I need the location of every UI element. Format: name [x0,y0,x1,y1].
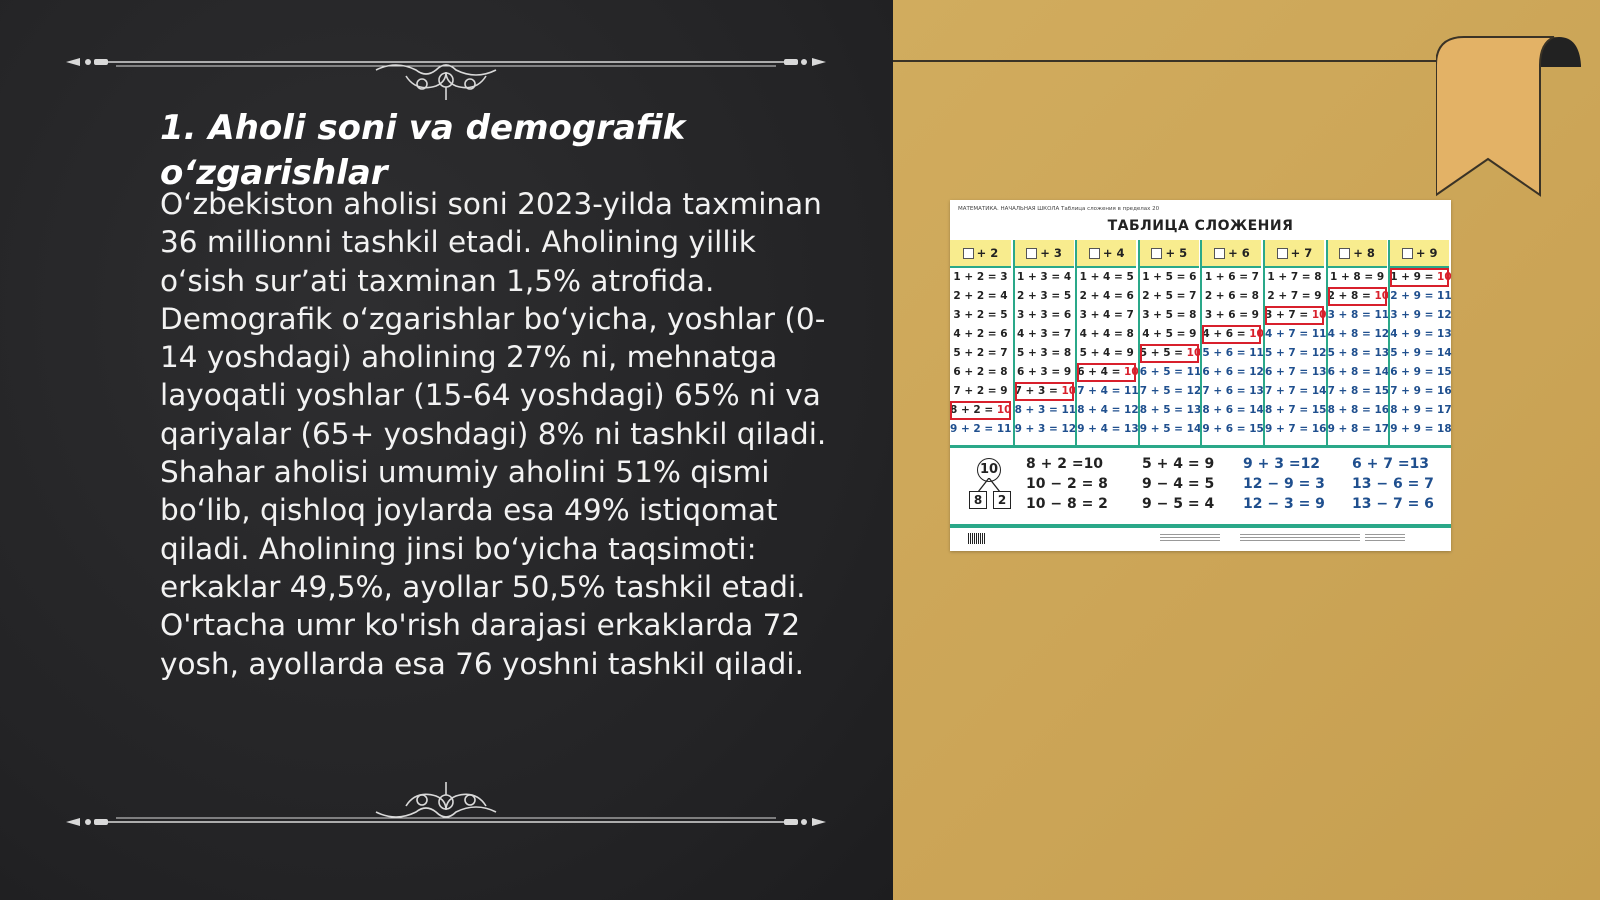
table-cell: 1 + 6 = 7 [1204,271,1259,283]
table-cell: 5 + 6 = 11 [1202,347,1264,359]
column-header [1328,240,1387,268]
table-cell: 4 + 7 = 11 [1265,328,1327,340]
table-column [1263,240,1327,445]
table-cell: 3 + 3 = 6 [1017,309,1072,321]
decomposition-whole: 10 [977,458,1001,482]
table-cell: 3 + 9 = 12 [1390,309,1452,321]
table-cell: 4 + 2 = 6 [953,328,1008,340]
table-cell: 7 + 2 = 9 [953,385,1008,397]
table-cell: 7 + 3 = 10 [1015,382,1074,401]
column-header-label: + 6 [1228,246,1250,260]
table-column [1075,240,1139,445]
table-cell: 7 + 9 = 16 [1390,385,1452,397]
scroll-ornament-icon [66,772,826,832]
table-cell: 6 + 7 = 13 [1265,366,1327,378]
checkbox-square-icon [1089,248,1100,259]
checkbox-square-icon [1214,248,1225,259]
fine-print [1365,534,1405,542]
table-cell: 5 + 9 = 14 [1390,347,1452,359]
column-header [1140,240,1199,268]
decomposition-part-b: 2 [993,491,1011,509]
table-cell: 8 + 5 = 13 [1139,404,1202,416]
table-cell: 5 + 2 = 7 [953,347,1008,359]
barcode-icon [968,533,986,544]
column-header [1390,240,1449,268]
table-cell: 4 + 4 = 8 [1079,328,1134,340]
table-cell: 1 + 2 = 3 [953,271,1008,283]
table-cell: 3 + 6 = 9 [1204,309,1259,321]
table-cell: 1 + 7 = 8 [1267,271,1322,283]
addition-grid [950,240,1451,445]
table-column [1013,240,1077,445]
table-cell: 9 + 2 = 11 [950,423,1012,435]
table-footer-bar [950,524,1451,528]
table-column [1326,240,1390,445]
table-cell: 2 + 9 = 11 [1390,290,1452,302]
column-header-label: + 4 [1102,246,1125,260]
table-cell: 8 + 7 = 15 [1265,404,1327,416]
slide-body-text: O‘zbekiston aholisi soni 2023-yilda taxminan 36 millionni tashkil etadi. Aholining yillik o‘sish sur’ati taxminan 1,5% atrofida. Demografik o‘zgarishlar bo‘yicha, yoshlar (0-14 yoshdagi) aholining 27% ni, mehnatga layoqatli yoshlar (15-64 yoshdagi) 65% ni va qariyalar (65+ yoshdagi) 8% ni tashkil qiladi. Shahar aholisi umumiy aholini 51% qismi bo‘lib, qishloq joylarda esa 49% istiqomat qiladi. Aholining jinsi bo‘yicha taqsimoti: erkaklar 49,5%, ayollar 50,5% tashkil etadi. O'rtacha umr ko'rish darajasi erkaklarda 72 yosh, ayollarda esa 76 yoshni tashkil qiladi. [160,187,827,681]
table-caption-small: МАТЕМАТИКА. НАЧАЛЬНАЯ ШКОЛА Таблица сложения в пределах 20 [958,206,1160,212]
column-header-label: + 8 [1353,246,1375,260]
table-cell: 5 + 5 = 10 [1140,344,1199,363]
table-cell: 2 + 2 = 4 [953,290,1008,302]
example-equation-group: 9 + 3 =12 12 − 9 = 3 12 − 3 = 9 [1243,456,1325,512]
column-header [950,240,1011,268]
table-cell: 5 + 3 = 8 [1017,347,1072,359]
example-equation-group: 6 + 7 =13 13 − 6 = 7 13 − 7 = 6 [1352,456,1434,512]
table-cell: 9 + 8 = 17 [1327,423,1390,435]
table-cell: 9 + 4 = 13 [1077,423,1139,435]
example-equation-group: 5 + 4 = 9 9 − 4 = 5 9 − 5 = 4 [1142,456,1215,512]
table-cell: 1 + 4 = 5 [1079,271,1134,283]
column-header [1202,240,1261,268]
table-cell: 6 + 2 = 8 [953,366,1008,378]
decomposition-lines [974,478,1004,492]
table-cell: 6 + 8 = 14 [1327,366,1390,378]
table-title: ТАБЛИЦА СЛОЖЕНИЯ [1107,218,1294,234]
table-cell: 1 + 3 = 4 [1017,271,1072,283]
table-cell: 8 + 3 = 11 [1014,404,1077,416]
column-header-label: + 7 [1290,246,1313,260]
table-cell: 8 + 8 = 16 [1327,404,1390,416]
column-header [1015,240,1074,268]
decomposition-part-a: 8 [969,491,987,509]
example-equation-group: 8 + 2 =10 10 − 2 = 8 10 − 8 = 2 [1026,456,1108,512]
bookmark-ribbon-icon [1436,35,1586,200]
addition-table-image [950,200,1451,551]
scroll-ornament-icon [66,40,826,100]
table-cell: 9 + 3 = 12 [1014,423,1077,435]
table-cell: 4 + 5 = 9 [1142,328,1197,340]
table-cell: 7 + 6 = 13 [1202,385,1264,397]
table-cell: 4 + 3 = 7 [1017,328,1072,340]
table-cell: 6 + 3 = 9 [1017,366,1072,378]
table-cell: 4 + 8 = 12 [1327,328,1390,340]
table-cell: 3 + 5 = 8 [1142,309,1197,321]
table-cell: 6 + 6 = 12 [1202,366,1264,378]
table-cell: 7 + 8 = 15 [1327,385,1390,397]
fine-print [1240,534,1310,542]
table-cell: 9 + 6 = 15 [1202,423,1264,435]
table-cell: 4 + 6 = 10 [1202,325,1261,344]
table-cell: 2 + 3 = 5 [1017,290,1072,302]
table-cell: 2 + 4 = 6 [1079,290,1134,302]
table-cell: 2 + 6 = 8 [1204,290,1259,302]
table-column [1388,240,1452,445]
table-cell: 8 + 9 = 17 [1390,404,1452,416]
column-header-label: + 2 [976,246,999,260]
table-cell: 8 + 4 = 12 [1077,404,1139,416]
checkbox-square-icon [1277,248,1288,259]
column-header-label: + 9 [1415,246,1438,260]
table-cell: 6 + 9 = 15 [1390,366,1452,378]
table-cell: 1 + 5 = 6 [1142,271,1197,283]
table-cell: 6 + 4 = 10 [1077,363,1136,382]
table-cell: 1 + 8 = 9 [1330,271,1385,283]
table-cell: 5 + 8 = 13 [1327,347,1390,359]
checkbox-square-icon [1402,248,1413,259]
table-cell: 7 + 5 = 12 [1139,385,1202,397]
checkbox-square-icon [1339,248,1350,259]
column-header [1077,240,1136,268]
table-cell: 4 + 9 = 13 [1390,328,1452,340]
fine-print [1310,534,1360,542]
table-cell: 8 + 2 = 10 [950,401,1011,420]
table-cell: 8 + 6 = 14 [1202,404,1264,416]
checkbox-square-icon [1026,248,1037,259]
table-cell: 9 + 5 = 14 [1139,423,1202,435]
table-cell: 3 + 7 = 10 [1265,306,1324,325]
table-cell: 2 + 8 = 10 [1328,287,1387,306]
checkbox-square-icon [963,248,974,259]
table-cell: 9 + 7 = 16 [1265,423,1327,435]
table-cell: 5 + 4 = 9 [1079,347,1134,359]
table-cell: 2 + 7 = 9 [1267,290,1322,302]
table-cell: 3 + 2 = 5 [953,309,1008,321]
column-header-label: + 5 [1165,246,1188,260]
header-rule [893,60,1438,62]
table-cell: 9 + 9 = 18 [1390,423,1452,435]
table-column [950,240,1011,445]
examples-section [950,448,1451,524]
table-cell: 6 + 5 = 11 [1139,366,1202,378]
slide-title: 1. Aholi soni va demografik o‘zgarishlar [160,108,686,193]
table-cell: 5 + 7 = 12 [1265,347,1327,359]
fine-print [1160,534,1220,542]
table-cell: 3 + 8 = 11 [1327,309,1390,321]
table-cell: 7 + 7 = 14 [1265,385,1327,397]
table-cell: 3 + 4 = 7 [1079,309,1134,321]
column-header [1265,240,1324,268]
checkbox-square-icon [1151,248,1162,259]
table-column [1200,240,1264,445]
table-column [1138,240,1202,445]
table-footer [950,530,1451,550]
table-cell: 2 + 5 = 7 [1142,290,1197,302]
column-header-label: + 3 [1040,246,1062,260]
table-cell: 7 + 4 = 11 [1077,385,1139,397]
table-cell: 1 + 9 = 10 [1390,268,1449,287]
